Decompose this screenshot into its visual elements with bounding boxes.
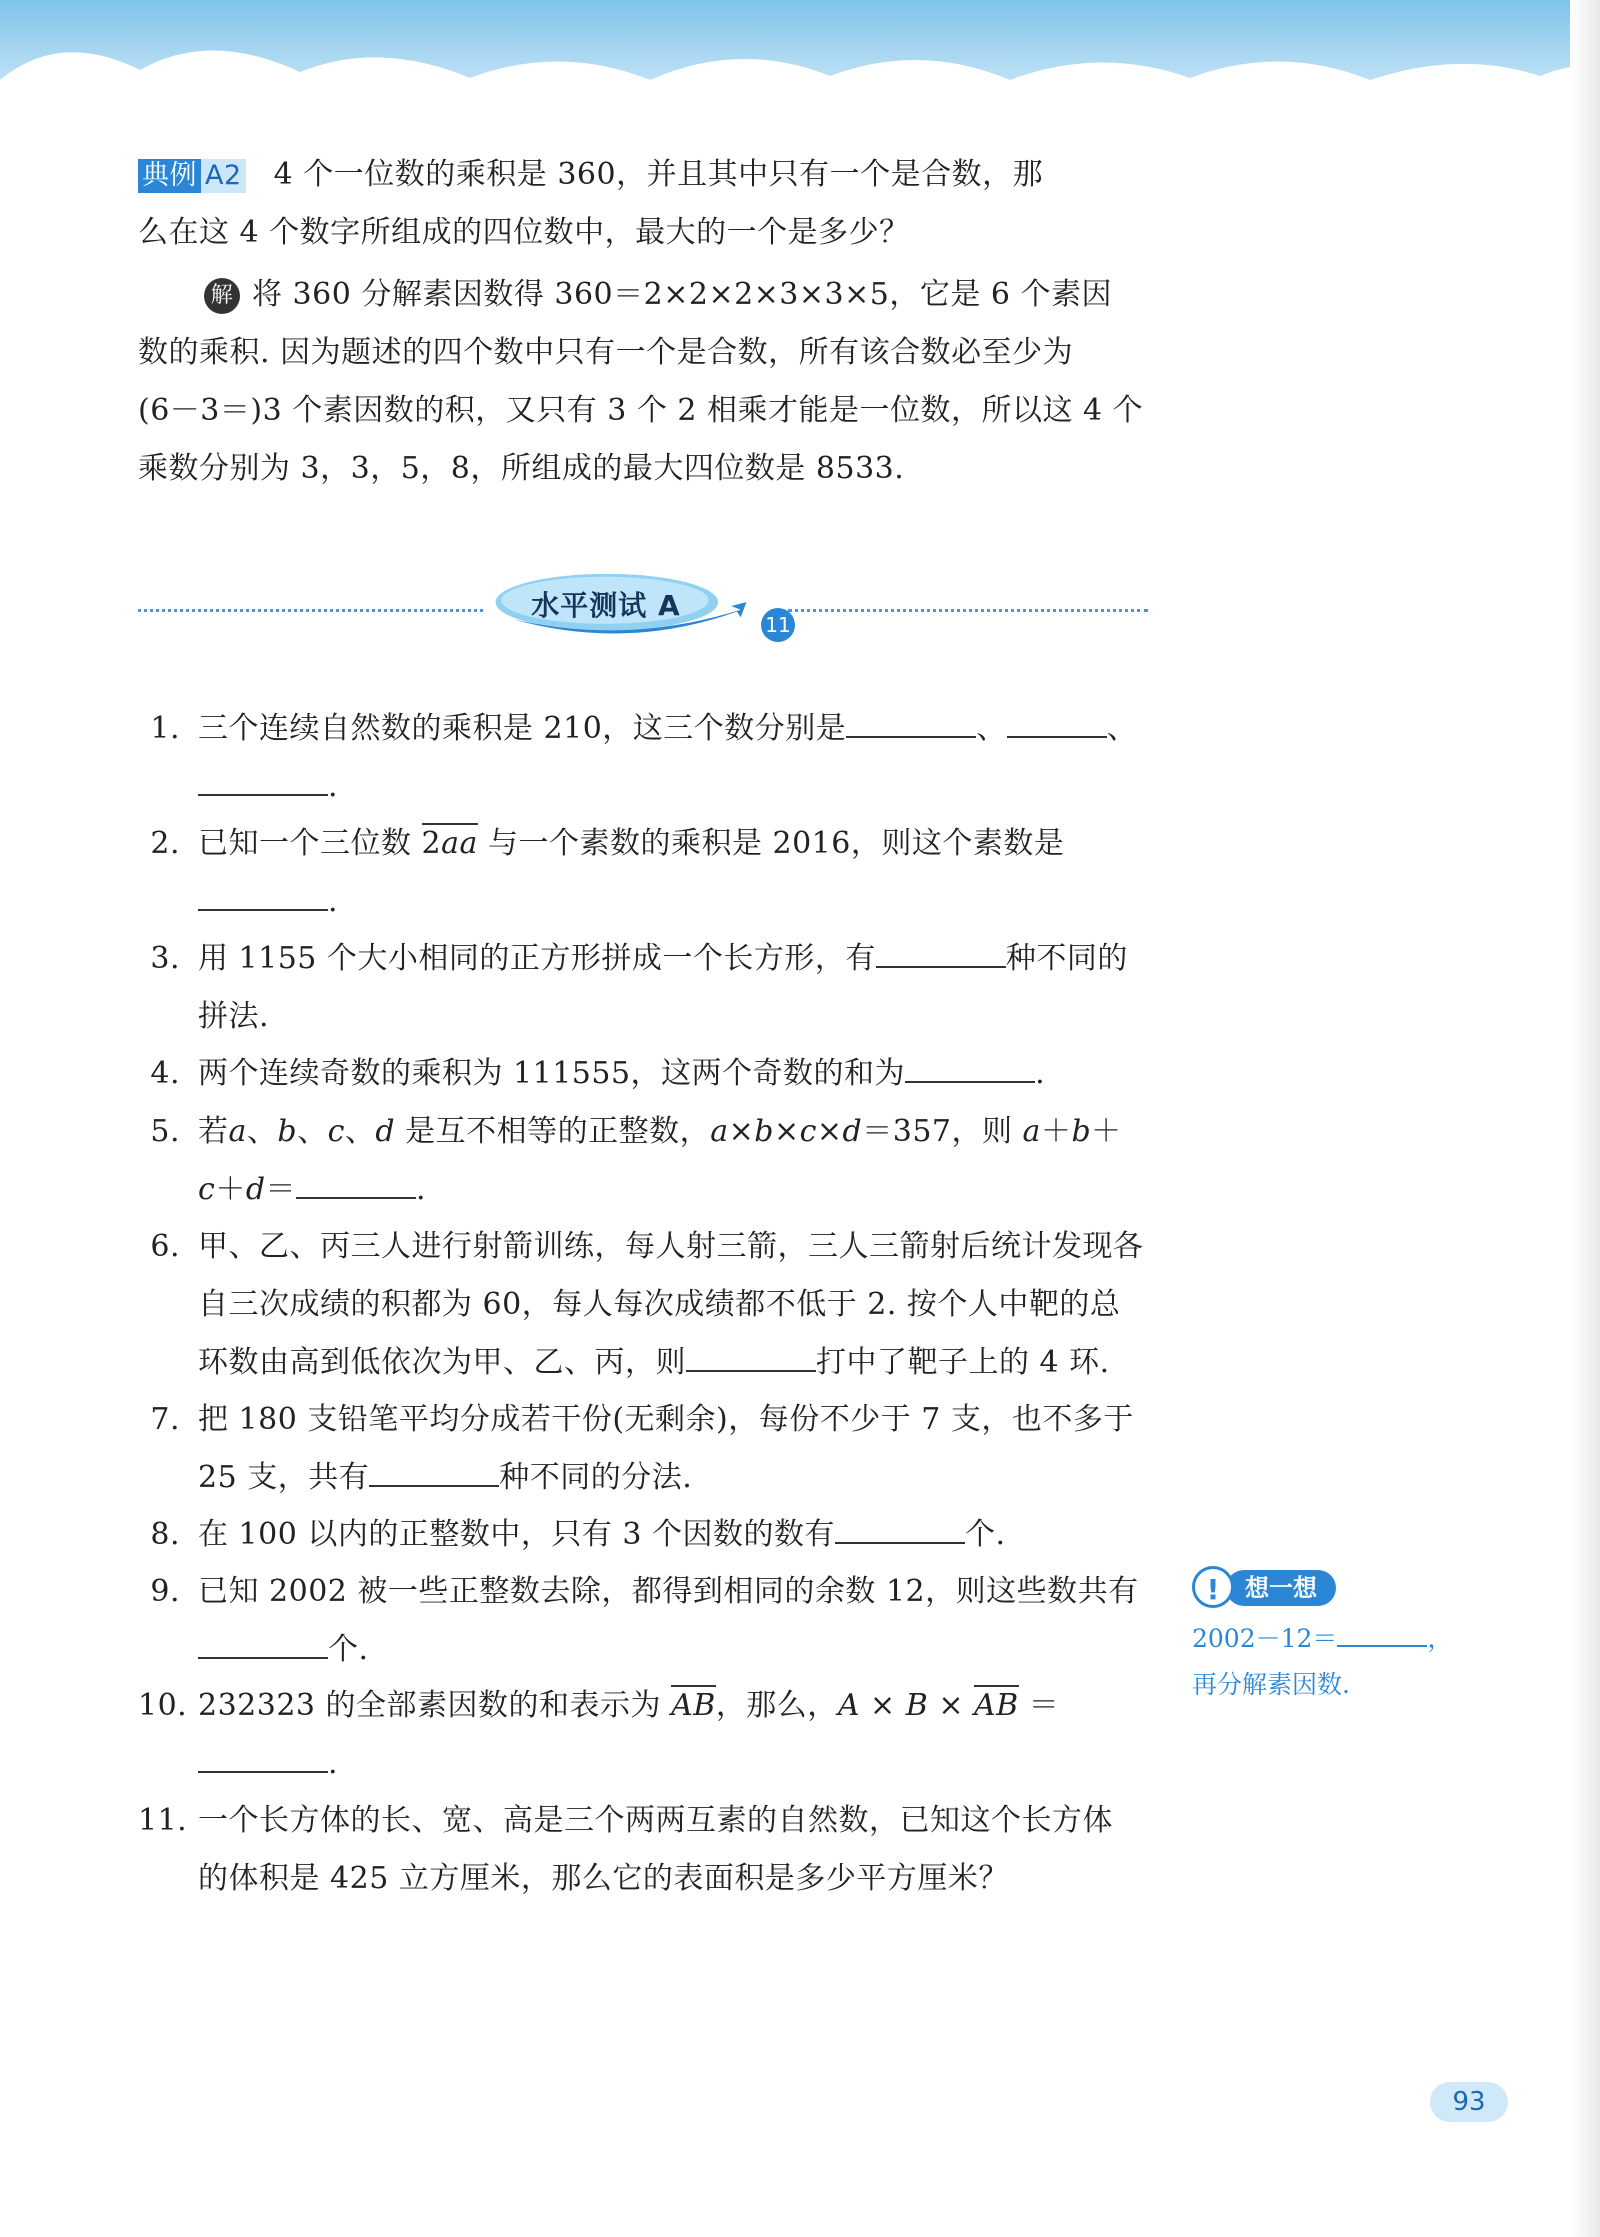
answer-blank[interactable]	[876, 940, 1006, 968]
question-3	[138, 930, 1148, 1046]
answer-blank[interactable]	[198, 883, 328, 911]
answer-blank[interactable]	[296, 1171, 416, 1199]
period: .	[328, 769, 339, 804]
period: .	[328, 884, 339, 919]
question-text: 若	[198, 1114, 229, 1149]
variable-a: a	[710, 1114, 729, 1149]
answer-blank[interactable]	[835, 1516, 965, 1544]
question-text-line2: 25 支，共有	[198, 1460, 370, 1495]
question-number: 8.	[150, 1517, 180, 1552]
variable-d: d	[375, 1114, 396, 1149]
question-number: 7.	[150, 1402, 180, 1437]
question-text-line2: 个.	[328, 1632, 369, 1667]
separator: 、	[344, 1114, 376, 1149]
section-divider-left	[138, 609, 483, 612]
section-badge: 11	[761, 608, 795, 642]
question-6	[138, 1218, 1148, 1392]
hint-title: 想一想	[1226, 1570, 1336, 1606]
answer-blank[interactable]	[369, 1459, 499, 1487]
overlined-number	[422, 823, 478, 861]
question-text-line2: 拼法.	[198, 999, 270, 1034]
period: .	[416, 1172, 427, 1207]
question-text-rest: 种不同的	[1005, 941, 1128, 976]
example-problem	[138, 146, 1148, 262]
variable: aa	[441, 826, 478, 861]
question-7	[138, 1391, 1148, 1507]
question-text-line3: 环数由高到低依次为甲、乙、丙，则	[198, 1345, 686, 1380]
question-8	[138, 1506, 1148, 1564]
question-text: 已知一个三位数	[198, 826, 422, 861]
example-line-1	[138, 146, 1148, 204]
question-text-line2: 的体积是 425 立方厘米，那么它的表面积是多少平方厘米？	[198, 1861, 1009, 1896]
plus-sign: ＋	[215, 1172, 246, 1207]
answer-blank[interactable]	[686, 1344, 816, 1372]
question-number: 6.	[150, 1229, 180, 1264]
question-9	[138, 1563, 1148, 1679]
question-number: 2.	[150, 826, 180, 861]
question-number: 3.	[150, 941, 180, 976]
variable-a: A	[837, 1688, 860, 1723]
period: .	[1035, 1056, 1046, 1091]
solution-text-1: 将 360 分解素因数得 360＝2×2×2×3×3×5，它是 6 个素因	[252, 277, 1112, 312]
question-text-line1: 把 180 支铅笔平均分成若干份(无剩余)，每份不少于 7 支，也不多于	[198, 1402, 1134, 1437]
solution-text-4: 乘数分别为 3，3，5，8，所组成的最大四位数是 8533.	[138, 451, 905, 486]
variable-b: b	[1071, 1114, 1092, 1149]
question-text-line2: 自三次成绩的积都为 60，每人每次成绩都不低于 2. 按个人中靶的总	[198, 1287, 1121, 1322]
question-text-line2-rest: 种不同的分法.	[499, 1460, 693, 1495]
example-problem-text-1: 4 个一位数的乘积是 360，并且其中只有一个是合数，那	[273, 157, 1044, 192]
variable-a: a	[1022, 1114, 1041, 1149]
times-sign: ×	[816, 1114, 843, 1149]
variable-d: d	[842, 1114, 863, 1149]
separator: 、	[246, 1114, 278, 1149]
cloud-shapes	[0, 0, 1600, 170]
question-text-rest: 与一个素数的乘积是 2016，则这个素数是	[477, 826, 1065, 861]
times-sign: ×	[773, 1114, 800, 1149]
variable-b: B	[905, 1688, 929, 1723]
question-text-mid: ，那么，	[715, 1688, 838, 1723]
question-text: 用 1155 个大小相同的正方形拼成一个长方形，有	[198, 941, 876, 976]
question-text: 232323 的全部素因数的和表示为	[198, 1688, 672, 1723]
question-1	[138, 700, 1148, 816]
hint-line-1	[1192, 1616, 1492, 1662]
period: .	[328, 1746, 339, 1781]
answer-blank-2[interactable]	[1007, 710, 1107, 738]
question-text: 在 100 以内的正整数中，只有 3 个因数的数有	[198, 1517, 835, 1552]
question-text-line1: 已知 2002 被一些正整数去除，都得到相同的余数 12，则这些数共有	[198, 1574, 1139, 1609]
example-tag: 典例	[138, 159, 201, 193]
variable-a: a	[228, 1114, 247, 1149]
question-5	[138, 1103, 1148, 1219]
hint-comma: ，	[1427, 1624, 1453, 1653]
hint-sidebar	[1192, 1564, 1492, 1708]
overlined-ab: AB	[974, 1685, 1019, 1723]
hint-header	[1192, 1564, 1492, 1616]
section-divider-right	[788, 609, 1148, 612]
example-problem-text-2: 么在这 4 个数字所组成的四位数中，最大的一个是多少？	[138, 215, 910, 250]
question-text-line3-rest: 打中了靶子上的 4 环.	[816, 1345, 1110, 1380]
header-sky-decoration	[0, 0, 1600, 170]
hint-line-2: 再分解素因数.	[1192, 1670, 1350, 1699]
answer-blank-1[interactable]	[846, 710, 976, 738]
page-number: 93	[1430, 2082, 1508, 2122]
plus-sign: ＋	[1091, 1114, 1122, 1149]
separator: 、	[976, 711, 1007, 746]
answer-blank[interactable]	[198, 1631, 328, 1659]
question-text: 两个连续奇数的乘积为 111555，这两个奇数的和为	[198, 1056, 906, 1091]
question-text-line1: 一个长方体的长、宽、高是三个两两互素的自然数，已知这个长方体	[198, 1803, 1113, 1838]
equals-sign: ＝	[265, 1172, 297, 1207]
variable-c: c	[327, 1114, 345, 1149]
question-number: 1.	[150, 711, 180, 746]
variable-c: c	[198, 1172, 216, 1207]
question-10	[138, 1677, 1148, 1793]
equals-sign: ＝	[1028, 1688, 1060, 1723]
separator: 、	[297, 1114, 328, 1149]
example-solution	[138, 266, 1148, 498]
hint-blank[interactable]	[1337, 1623, 1427, 1647]
variable-d: d	[245, 1172, 266, 1207]
question-2	[138, 815, 1148, 931]
exclamation-icon: !	[1192, 1566, 1234, 1608]
solution-line-1	[138, 266, 1148, 324]
hint-text: 2002－12＝	[1192, 1624, 1338, 1653]
solution-text-2: 数的乘积. 因为题述的四个数中只有一个是合数，所有该合数必至少为	[138, 335, 1074, 370]
question-number: 4.	[150, 1056, 180, 1091]
answer-blank[interactable]	[198, 1745, 328, 1773]
answer-blank[interactable]	[905, 1055, 1035, 1083]
solution-text-3: (6－3＝)3 个素因数的积，又只有 3 个 2 相乘才能是一位数，所以这 4 个	[138, 393, 1144, 428]
question-text-line1: 甲、乙、丙三人进行射箭训练，每人射三箭，三人三箭射后统计发现各	[198, 1229, 1144, 1264]
plus-sign: ＋	[1040, 1114, 1072, 1149]
question-number: 9.	[150, 1574, 180, 1609]
page-edge-shade	[1570, 0, 1600, 2237]
digit: 2	[421, 826, 442, 861]
times-sign: ×	[728, 1114, 755, 1149]
question-11	[138, 1792, 1148, 1908]
question-text: 三个连续自然数的乘积是 210，这三个数分别是	[198, 711, 847, 746]
question-text-mid: 是互不相等的正整数，	[395, 1114, 711, 1149]
question-4	[138, 1045, 1148, 1103]
variable-b: b	[754, 1114, 774, 1149]
question-number: 11.	[138, 1803, 188, 1838]
question-text-rest: 个.	[965, 1517, 1006, 1552]
question-number: 5.	[150, 1114, 180, 1149]
question-text-eq: ＝357，则	[862, 1114, 1023, 1149]
overlined-ab: AB	[671, 1685, 716, 1723]
times-sign: ×	[938, 1688, 964, 1723]
times-sign: ×	[870, 1688, 896, 1723]
solution-mark-icon: 解	[204, 278, 240, 314]
separator: 、	[1106, 711, 1138, 746]
section-header	[138, 572, 1148, 668]
section-title: 水平测试 A	[531, 589, 681, 622]
answer-blank-3[interactable]	[198, 768, 328, 796]
variable-c: c	[799, 1114, 817, 1149]
variable-b: b	[277, 1114, 298, 1149]
example-tag-code: A2	[201, 159, 246, 193]
question-number: 10.	[138, 1688, 188, 1723]
